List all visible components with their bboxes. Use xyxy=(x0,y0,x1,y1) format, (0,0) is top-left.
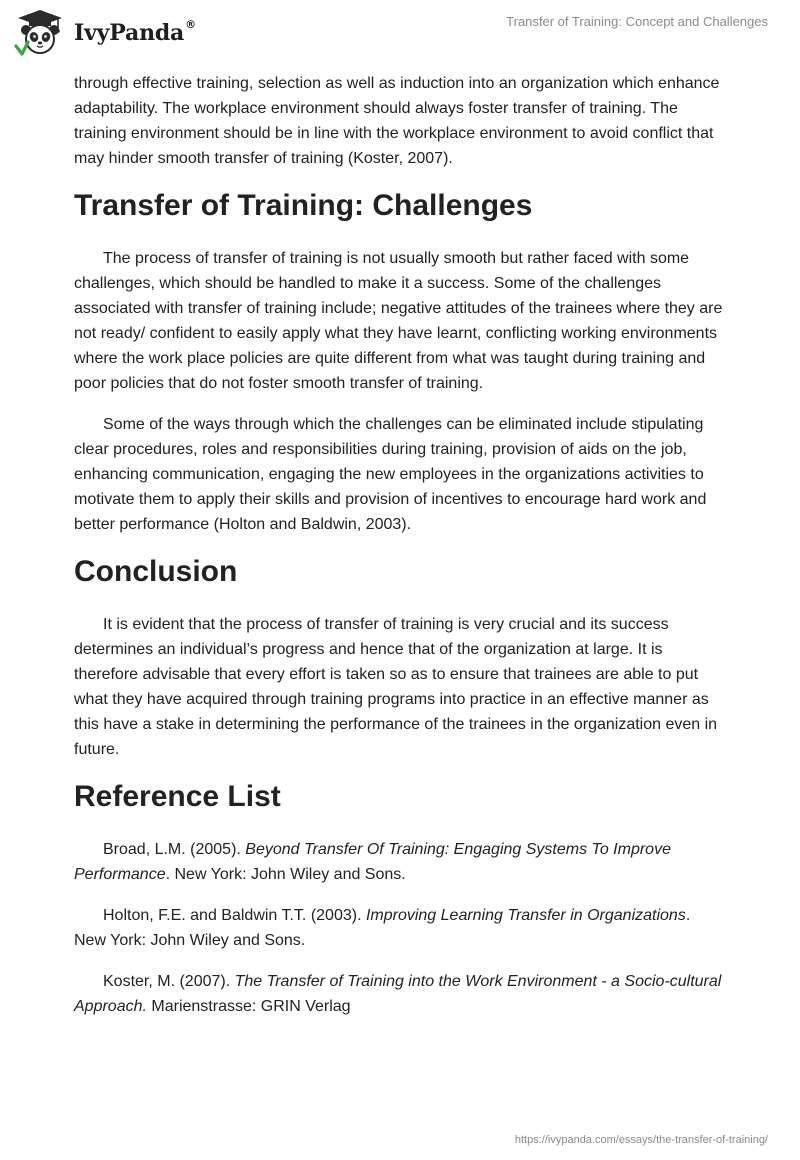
reference-title: Improving Learning Transfer in Organizations xyxy=(365,907,686,924)
reference-author: Holton, F.E. and Baldwin T.T. (2003). xyxy=(103,907,366,924)
source-url[interactable]: https://ivypanda.com/essays/the-transfer-of-training/ xyxy=(514,1134,768,1146)
brand-logo[interactable] xyxy=(14,8,196,58)
reference-item xyxy=(74,969,726,1019)
page-header xyxy=(0,0,800,70)
reference-publisher: . New York: John Wiley and Sons. xyxy=(74,907,691,949)
conclusion-paragraph: It is evident that the process of transfer of training is very crucial and its success determines an individual’s progress and hence that of the organization at large. It is therefore advisable that every effort is taken so as to ensure that trainees are able to put what they have acquired through training programs into practice in an effective manner as this have a stake in determining the performance of the trainees in the organization even in future. xyxy=(74,616,718,758)
reference-item xyxy=(74,837,726,887)
document-title: Transfer of Training: Concept and Challenges xyxy=(506,14,768,29)
reference-author: Koster, M. (2007). xyxy=(103,973,235,990)
reference-list-heading: Reference List xyxy=(74,780,281,813)
reference-item xyxy=(74,903,726,953)
reference-publisher: Marienstrasse: GRIN Verlag xyxy=(146,998,351,1015)
reference-title: The Transfer of Training into the Work Environment - a Socio-cultural Approach. xyxy=(74,973,722,1015)
panda-graduate-icon xyxy=(14,8,66,58)
brand-name: IvyPanda® xyxy=(74,18,196,46)
reference-publisher: . New York: John Wiley and Sons. xyxy=(165,866,406,883)
registered-mark: ® xyxy=(185,18,196,31)
reference-author: Broad, L.M. (2005). xyxy=(103,841,246,858)
reference-title: Beyond Transfer Of Training: Engaging Systems To Improve Performance xyxy=(74,841,671,883)
challenges-paragraph-1: The process of transfer of training is not usually smooth but rather faced with some challenges, which should be handled to make it a success. Some of the challenges associated with transfer of training include; negative attitudes of the trainees where they are not ready/ confident to easily apply what they have learnt, conflicting working environments where the work place policies are quite different from what was taught during training and poor policies that do not foster smooth transfer of training. xyxy=(74,250,723,392)
challenges-heading: Transfer of Training: Challenges xyxy=(74,189,533,222)
essay-body xyxy=(74,71,726,1035)
challenges-paragraph-2: Some of the ways through which the challenges can be eliminated include stipulating clear procedures, roles and responsibilities during training, provision of aids on the job, enhancing communication, engaging the new employees in the organizations activities to motivate them to apply their skills and provision of incentives to encourage hard work and better performance (Holton and Baldwin, 2003). xyxy=(74,416,707,533)
conclusion-heading: Conclusion xyxy=(74,555,238,588)
intro-paragraph: through effective training, selection as well as induction into an organization which enhance adaptability. The workplace environment should always foster transfer of training. The training environment should be in line with the workplace environment to avoid conflict that may hinder smooth transfer of training (Koster, 2007). xyxy=(74,75,720,167)
